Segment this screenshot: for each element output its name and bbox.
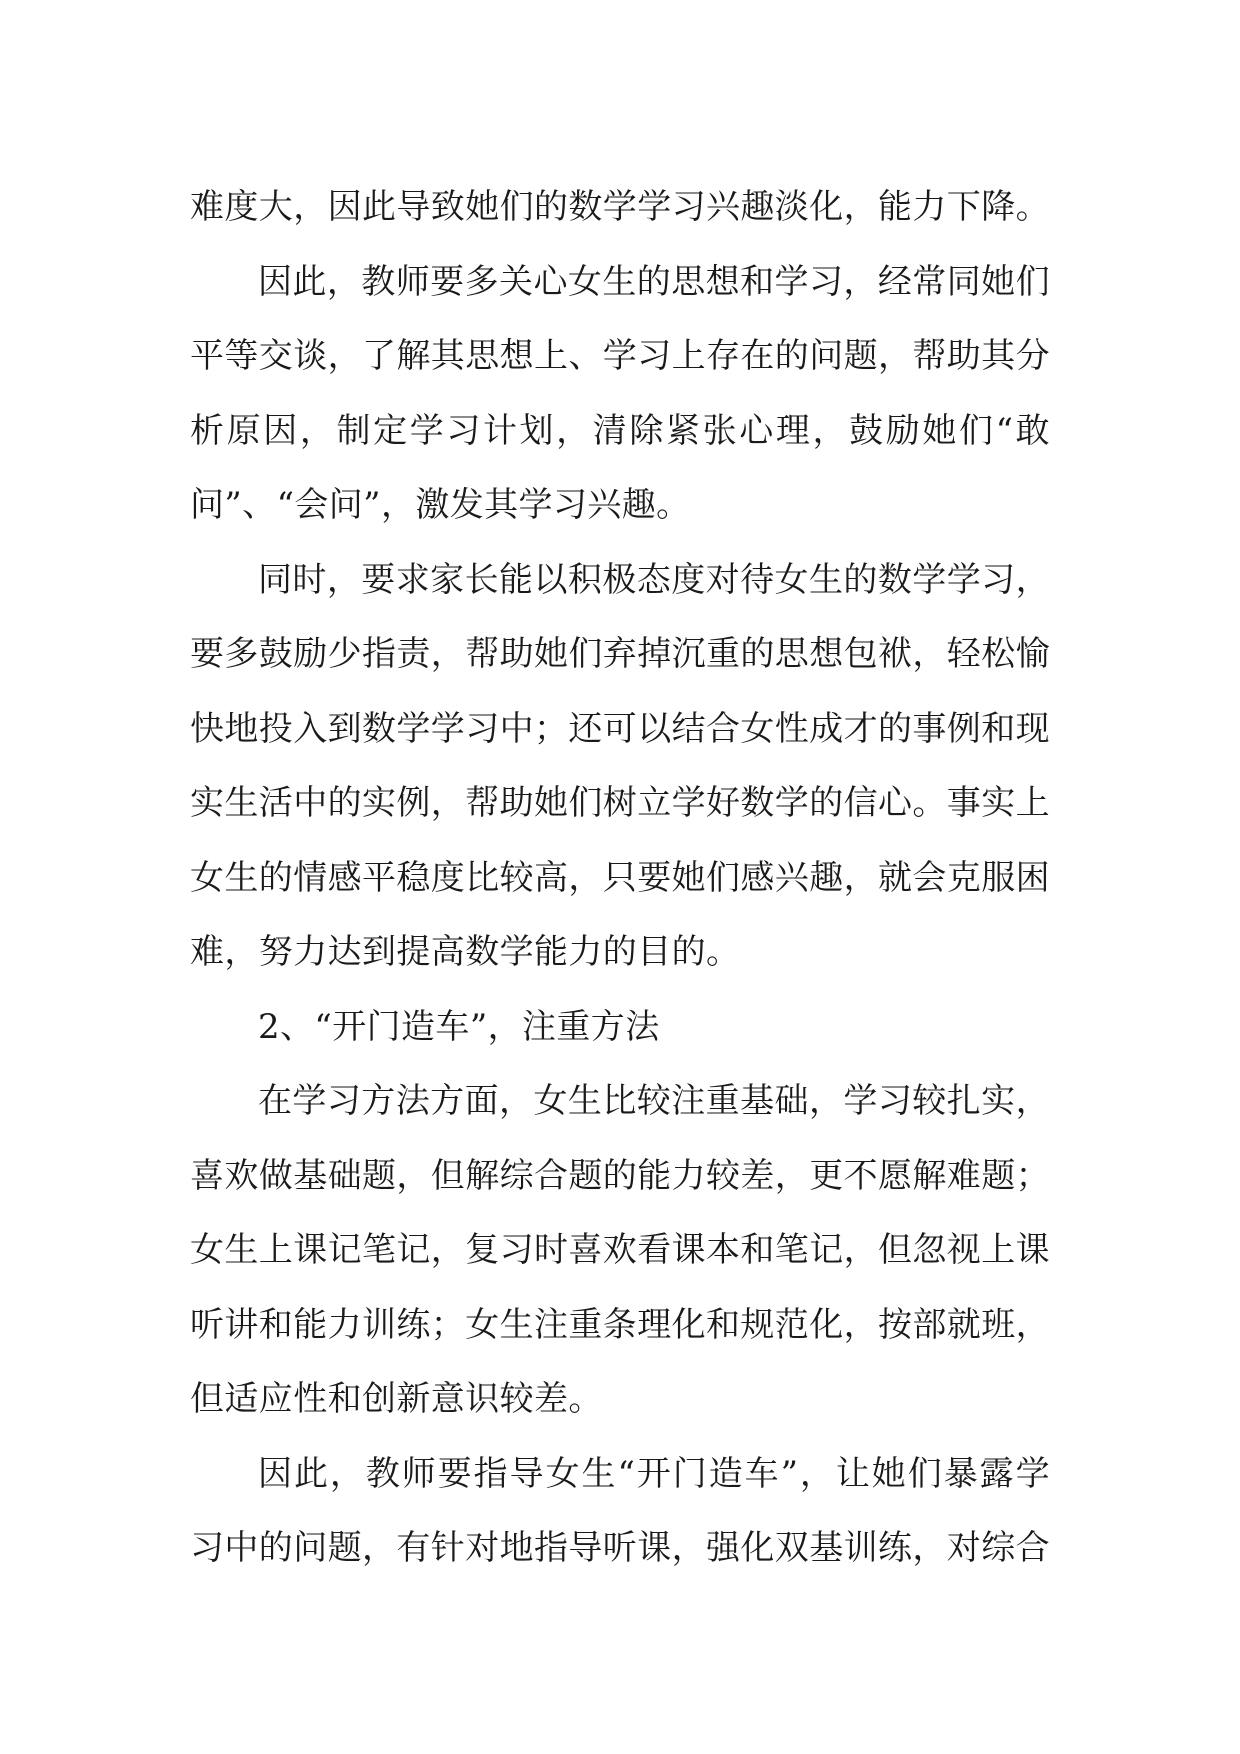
paragraph-2: 因此，教师要多关心女生的思想和学习，经常同她们平等交谈，了解其思想上、学习上存在的问题，帮助其分析原因，制定学习计划，清除紧张心理，鼓励她们“敢问”、“会问”，激发其学习兴趣。 — [190, 261, 1050, 525]
paragraph-3: 同时，要求家长能以积极态度对待女生的数学学习，要多鼓励少指责，帮助她们弃掉沉重的思想包袱，轻松愉快地投入到数学学习中；还可以结合女性成才的事例和现实生活中的实例，帮助她们树立学好数学的信心。事实上女生的情感平稳度比较高，只要她们感兴趣，就会克服困难，努力达到提高数学能力的目的。 — [190, 559, 1050, 972]
paragraph-4: 在学习方法方面，女生比较注重基础，学习较扎实，喜欢做基础题，但解综合题的能力较差，更不愿解难题；女生上课记笔记，复习时喜欢看课本和笔记，但忽视上课听讲和能力训练；女生注重条理化和规范化，按部就班，但适应性和创新意识较差。 — [190, 1081, 1050, 1419]
paragraph-1: 难度大，因此导致她们的数学学习兴趣淡化，能力下降。 — [190, 187, 1050, 227]
document-body — [190, 170, 1050, 1586]
section-heading: 2、“开门造车”，注重方法 — [258, 1006, 660, 1047]
paragraph-5: 因此，教师要指导女生“开门造车”，让她们暴露学习中的问题，有针对地指导听课，强化双基训练，对综合 — [190, 1453, 1050, 1568]
